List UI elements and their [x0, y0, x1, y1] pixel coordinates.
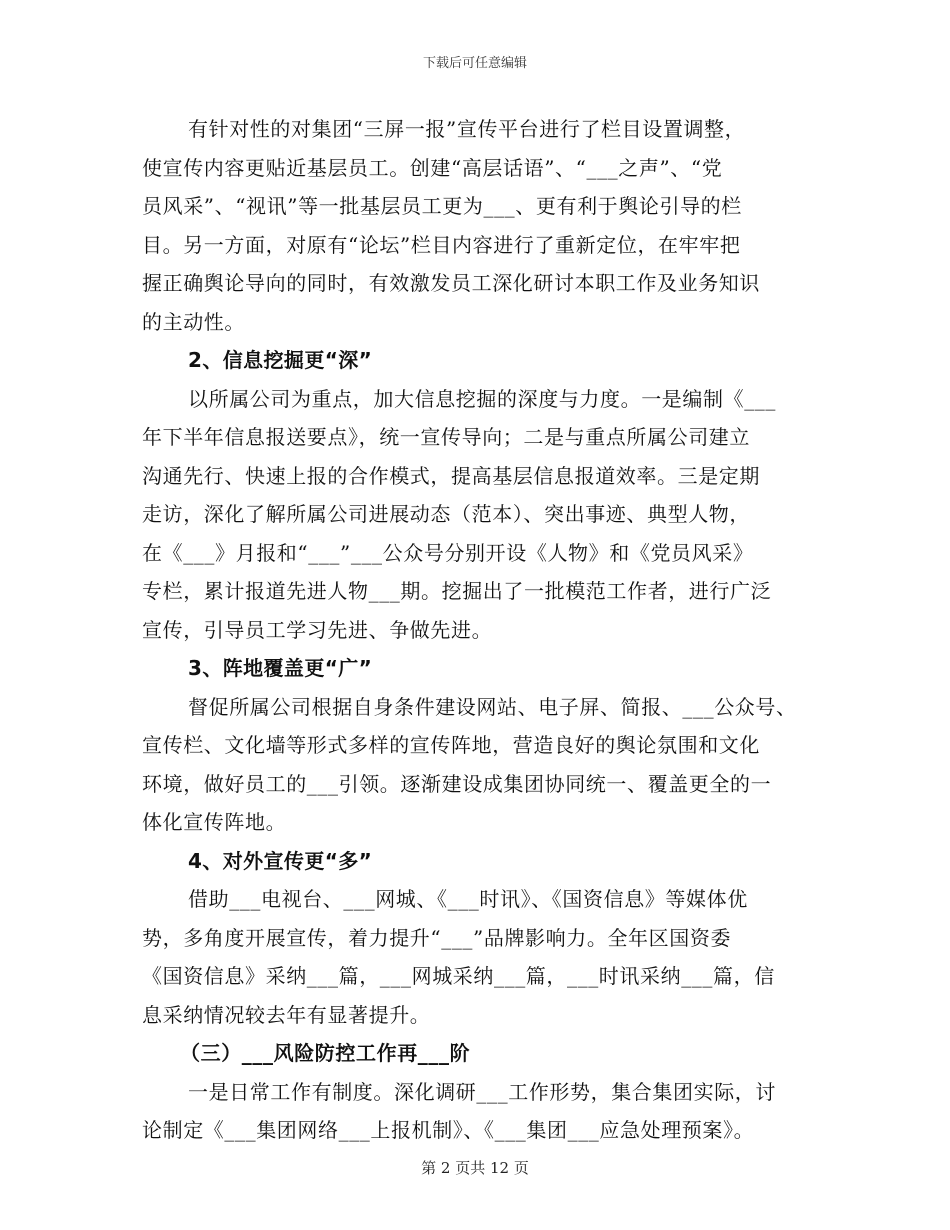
- section-heading: 3、阵地覆盖更“广”: [188, 656, 373, 680]
- paragraph-line: 沟通先行、快速上报的合作模式，提高基层信息报道效率。三是定期: [142, 463, 760, 488]
- paragraph-line: 势，多角度开展宣传，着力提升“___”品牌影响力。全年区国资委: [142, 925, 732, 950]
- paragraph-line: 员风采”、“视讯”等一批基层员工更为___、更有利于舆论引导的栏: [142, 194, 742, 218]
- page-header: 下载后可任意编辑: [422, 56, 527, 71]
- paragraph-line: 环境，做好员工的___引领。逐渐建设成集团协同统一、覆盖更全的一: [142, 771, 772, 796]
- paragraph-line: 走访，深化了解所属公司进展动态（范本）、突出事迹、典型人物，: [142, 502, 750, 526]
- paragraph-line: 在《___》月报和“___”___公众号分别开设《人物》和《党员风采》: [142, 540, 754, 565]
- paragraph-line: 目。另一方面，对原有“论坛”栏目内容进行了重新定位，在牢牢把: [142, 232, 741, 257]
- paragraph-line: 督促所属公司根据自身条件建设网站、电子屏、简报、___公众号、: [188, 694, 797, 719]
- paragraph-line: 专栏，累计报道先进人物___期。挖掘出了一批模范工作者，进行广泛: [142, 579, 772, 603]
- paragraph-line: 握正确舆论导向的同时，有效激发员工深化研讨本职工作及业务知识: [142, 271, 760, 295]
- paragraph-line: 一是日常工作有制度。深化调研___工作形势，集合集团实际，讨: [188, 1079, 776, 1104]
- paragraph-line: 的主动性。: [142, 309, 245, 334]
- paragraph-line: 《国资信息》采纳___篇，___网城采纳___篇，___时讯采纳___篇，信: [142, 964, 775, 988]
- paragraph-line: 宣传栏、文化墙等形式多样的宣传阵地，营造良好的舆论氛围和文化: [142, 733, 760, 757]
- section-heading: （三）___风险防控工作再___阶: [180, 1041, 471, 1065]
- paragraph-line: 年下半年信息报送要点》，统一宣传导向；二是与重点所属公司建立: [142, 425, 750, 449]
- paragraph-line: 宣传，引导员工学习先进、争做先进。: [142, 617, 493, 642]
- paragraph-line: 体化宣传阵地。: [142, 810, 287, 834]
- paragraph-line: 借助___电视台、___网城、《___时讯》、《国资信息》等媒体优: [188, 887, 748, 911]
- section-heading: 2、信息挖掘更“深”: [188, 348, 373, 372]
- section-heading: 4、对外宣传更“多”: [188, 848, 373, 873]
- paragraph-line: 以所属公司为重点，加大信息挖掘的深度与力度。一是编制《___: [188, 386, 776, 411]
- paragraph-line: 论制定《___集团网络___上报机制》、《___集团___应急处理预案》。: [142, 1118, 755, 1142]
- paragraph-line: 有针对性的对集团“三屏一报”宣传平台进行了栏目设置调整，: [188, 117, 746, 141]
- page-footer: 第 2 页共 12 页: [421, 1159, 529, 1177]
- paragraph-line: 使宣传内容更贴近基层员工。创建“高层话语”、“___之声”、“党: [142, 155, 723, 180]
- document-body: [142, 110, 822, 1150]
- paragraph-line: 息采纳情况较去年有显著提升。: [142, 1002, 431, 1027]
